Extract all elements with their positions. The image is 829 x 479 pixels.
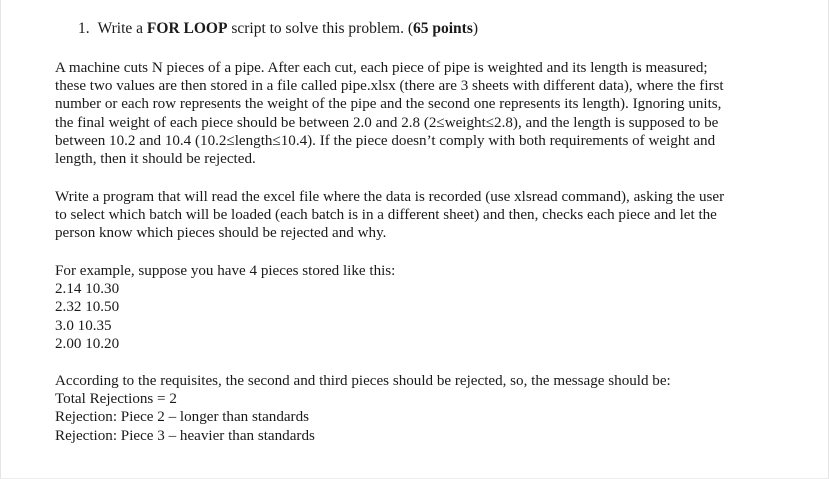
question-number: 1. — [78, 20, 90, 37]
program-instructions — [55, 188, 775, 243]
expected-output — [55, 372, 775, 445]
description-line: A machine cuts N pieces of a pipe. After each cut, each piece of pipe is weighted and its length is measured; — [55, 60, 708, 76]
description-line: between 10.2 and 10.4 (10.2≤length≤10.4). If the piece doesn’t comply with both requirements of weight and — [55, 132, 716, 149]
example-data-row: 3.0 10.35 — [55, 317, 112, 334]
example-data-row: 2.00 10.20 — [55, 335, 120, 352]
description-line: number or each row represents the weight of the pipe and the second one represents its length). Ignoring units, — [55, 96, 722, 113]
question-close: ) — [472, 20, 479, 37]
question-points: 65 points — [412, 20, 473, 37]
instructions-line: to select which batch will be loaded (each batch is in a different sheet) and then, checks each piece and let the — [55, 207, 717, 224]
instructions-line: person know which pieces should be rejected and why. — [55, 225, 387, 242]
output-intro: According to the requisites, the second and third pieces should be rejected, so, the message should be: — [55, 373, 671, 389]
output-rejection-line: Rejection: Piece 2 – longer than standards — [55, 409, 310, 426]
instructions-line: Write a program that will read the excel file where the data is recorded (use xlsread command), asking the user — [55, 189, 725, 205]
output-total-rejections: Total Rejections = 2 — [55, 391, 177, 408]
question-keyword: FOR LOOP — [146, 20, 228, 37]
description-line: these two values are then stored in a file called pipe.xlsx (there are 3 sheets with different data), where the first — [55, 78, 724, 95]
question-intro: Write a — [97, 20, 147, 37]
description-line: length, then it should be rejected. — [55, 150, 256, 167]
example-data-row: 2.14 10.30 — [55, 281, 120, 298]
problem-description — [55, 59, 775, 168]
question-text: script to solve this problem. ( — [227, 20, 413, 37]
question-heading — [78, 19, 478, 39]
output-rejection-line: Rejection: Piece 3 – heavier than standards — [55, 427, 315, 444]
example-section — [55, 262, 775, 353]
example-data-row: 2.32 10.50 — [55, 299, 120, 316]
description-line: the final weight of each piece should be between 2.0 and 2.8 (2≤weight≤2.8), and the length is supposed to be — [55, 114, 719, 131]
example-intro: For example, suppose you have 4 pieces stored like this: — [55, 263, 396, 279]
